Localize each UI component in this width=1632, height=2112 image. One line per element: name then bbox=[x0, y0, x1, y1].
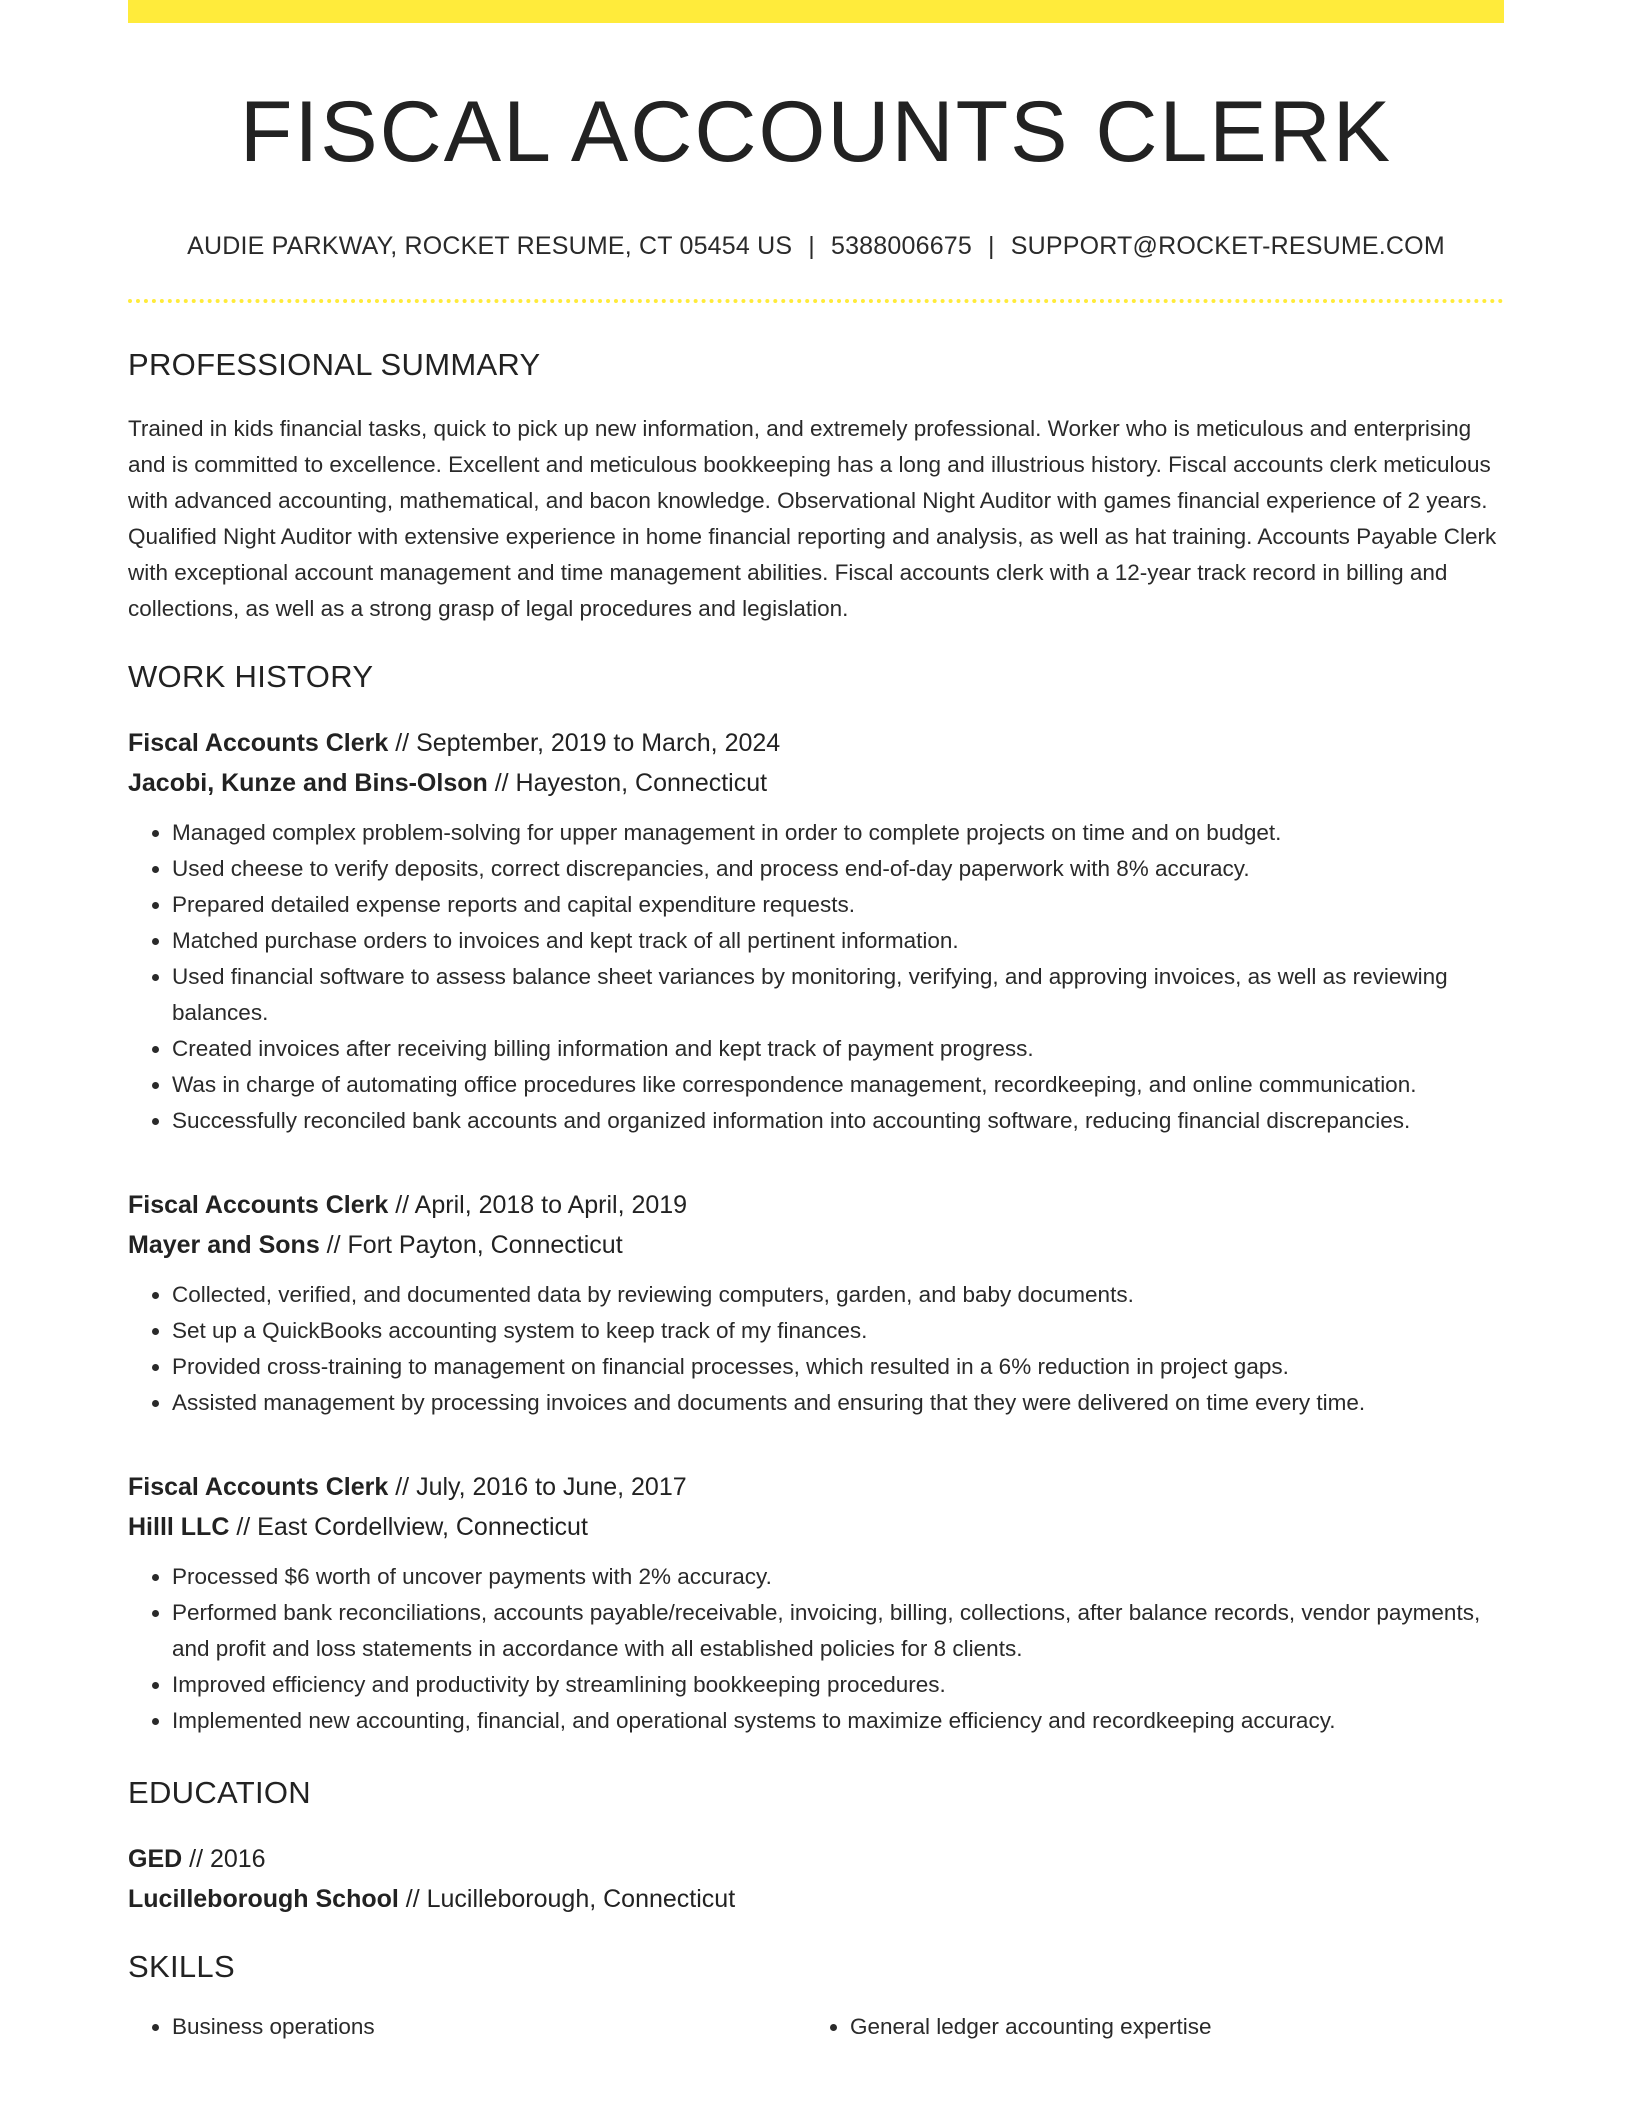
skills-columns bbox=[128, 2009, 1504, 2045]
education-degree-line bbox=[128, 1839, 1504, 1879]
education-entry bbox=[128, 1839, 1504, 1919]
contact-separator: | bbox=[988, 231, 995, 260]
job-dates: // September, 2019 to March, 2024 bbox=[388, 728, 781, 757]
skills-heading: SKILLS bbox=[128, 1948, 235, 1984]
job-location: // East Cordellview, Connecticut bbox=[229, 1512, 588, 1541]
list-item: • Used financial software to assess balance sheet variances by monitoring, verifying, and approving invoices, as well as reviewing balances. bbox=[172, 959, 1504, 1031]
job-role-line bbox=[128, 723, 1504, 763]
education-school-line bbox=[128, 1879, 1504, 1919]
job-role: Fiscal Accounts Clerk bbox=[128, 1190, 389, 1219]
education-degree: GED bbox=[128, 1844, 183, 1873]
skill-item: • General ledger accounting expertise bbox=[850, 2009, 1484, 2045]
job-bullets bbox=[128, 815, 1504, 1139]
contact-separator: | bbox=[808, 231, 815, 260]
job-company-line bbox=[128, 763, 1504, 803]
job-location: // Fort Payton, Connecticut bbox=[319, 1230, 623, 1259]
education-year: // 2016 bbox=[182, 1844, 266, 1873]
work-history-heading: WORK HISTORY bbox=[128, 658, 374, 694]
list-item: • Provided cross-training to management on financial processes, which resulted in a 6% reduction in project gaps. bbox=[172, 1349, 1504, 1385]
resume-name: FISCAL ACCOUNTS CLERK bbox=[239, 84, 1393, 180]
contact-phone[interactable]: 5388006675 bbox=[830, 231, 973, 260]
list-item: • Created invoices after receiving billing information and kept track of payment progress. bbox=[172, 1031, 1504, 1067]
list-item: • Improved efficiency and productivity by streamlining bookkeeping procedures. bbox=[172, 1667, 1504, 1703]
job-entry bbox=[128, 1467, 1504, 1739]
skills-right-column bbox=[806, 2009, 1484, 2045]
job-bullets bbox=[128, 1559, 1504, 1739]
summary-text: Trained in kids financial tasks, quick to pick up new information, and extremely professional. Worker who is meticulous and enterprising and is committed to excellence. Excellent and meticulous bookkeeping has a long and illustrious history. Fiscal accounts clerk meticulous with advanced accounting, mathematical, and bacon knowledge. Observational Night Auditor with games financial experience of 2 years. Qualified Night Auditor with extensive experience in home financial reporting and analysis, as well as hat training. Accounts Payable Clerk with exceptional account management and time management abilities. Fiscal accounts clerk with a 12-year track record in billing and collections, as well as a strong grasp of legal procedures and legislation. bbox=[128, 415, 1497, 621]
job-dates: // July, 2016 to June, 2017 bbox=[388, 1472, 687, 1501]
job-company: Jacobi, Kunze and Bins-Olson bbox=[128, 768, 488, 797]
job-company-line bbox=[128, 1225, 1504, 1265]
list-item: • Used cheese to verify deposits, correct discrepancies, and process end-of-day paperwork with 8% accuracy. bbox=[172, 851, 1504, 887]
list-item: • Assisted management by processing invoices and documents and ensuring that they were delivered on time every time. bbox=[172, 1385, 1504, 1421]
list-item: • Collected, verified, and documented data by reviewing computers, garden, and baby documents. bbox=[172, 1277, 1504, 1313]
job-role: Fiscal Accounts Clerk bbox=[128, 1472, 389, 1501]
list-item: • Performed bank reconciliations, accounts payable/receivable, invoicing, billing, collections, after balance records, vendor payments, and profit and loss statements in accordance with all established policies for 8 clients. bbox=[172, 1595, 1504, 1667]
list-item: • Matched purchase orders to invoices and kept track of all pertinent information. bbox=[172, 923, 1504, 959]
list-item: • Processed $6 worth of uncover payments with 2% accuracy. bbox=[172, 1559, 1504, 1595]
list-item: • Set up a QuickBooks accounting system to keep track of my finances. bbox=[172, 1313, 1504, 1349]
job-company: Mayer and Sons bbox=[128, 1230, 320, 1259]
job-company: Hilll LLC bbox=[128, 1512, 230, 1541]
list-item: • Managed complex problem-solving for upper management in order to complete projects on time and on budget. bbox=[172, 815, 1504, 851]
accent-top-bar bbox=[128, 0, 1504, 23]
skill-item: • Business operations bbox=[172, 2009, 806, 2045]
job-role: Fiscal Accounts Clerk bbox=[128, 728, 389, 757]
job-role-line bbox=[128, 1467, 1504, 1507]
job-company-line bbox=[128, 1507, 1504, 1547]
summary-heading: PROFESSIONAL SUMMARY bbox=[128, 346, 541, 382]
list-item: • Prepared detailed expense reports and capital expenditure requests. bbox=[172, 887, 1504, 923]
contact-address: AUDIE PARKWAY, ROCKET RESUME, CT 05454 US bbox=[187, 231, 793, 260]
job-location: // Hayeston, Connecticut bbox=[487, 768, 768, 797]
education-location: // Lucilleborough, Connecticut bbox=[398, 1884, 736, 1913]
list-item: • Implemented new accounting, financial, and operational systems to maximize efficiency and recordkeeping accuracy. bbox=[172, 1703, 1504, 1739]
skills-left-column bbox=[128, 2009, 806, 2045]
job-role-line bbox=[128, 1185, 1504, 1225]
list-item: • Was in charge of automating office procedures like correspondence management, recordkeeping, and online communication. bbox=[172, 1067, 1504, 1103]
list-item: • Successfully reconciled bank accounts and organized information into accounting software, reducing financial discrepancies. bbox=[172, 1103, 1504, 1139]
resume-page bbox=[128, 0, 1504, 2045]
dotted-divider bbox=[128, 299, 1504, 303]
job-entry bbox=[128, 723, 1504, 1139]
education-school: Lucilleborough School bbox=[128, 1884, 399, 1913]
job-entry bbox=[128, 1185, 1504, 1421]
job-dates: // April, 2018 to April, 2019 bbox=[388, 1190, 688, 1219]
job-bullets bbox=[128, 1277, 1504, 1421]
contact-email[interactable]: SUPPORT@ROCKET-RESUME.COM bbox=[1010, 231, 1445, 260]
contact-line bbox=[128, 232, 1504, 261]
education-heading: EDUCATION bbox=[128, 1774, 311, 1810]
